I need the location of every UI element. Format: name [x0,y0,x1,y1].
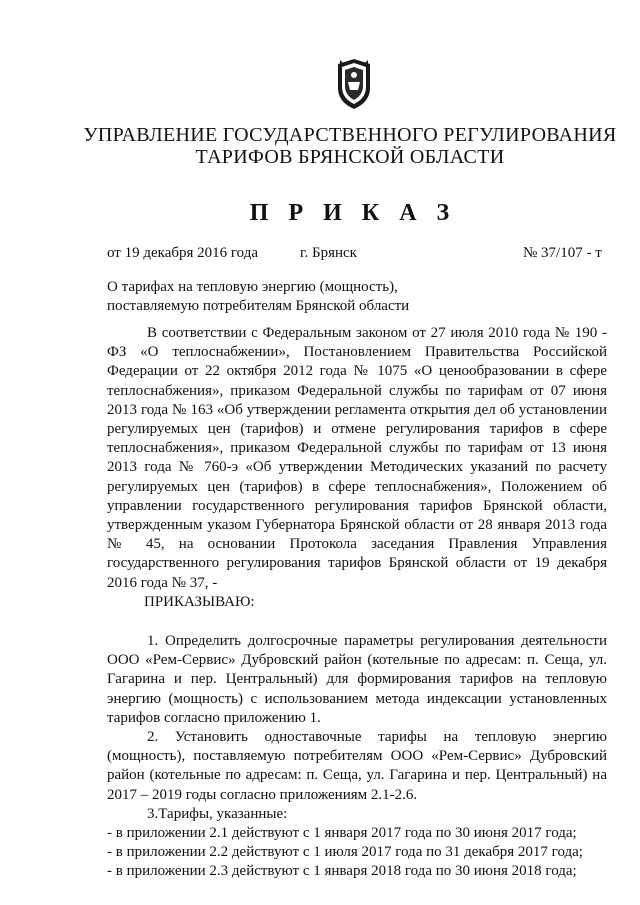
order-subject-line2: поставляемую потребителям Брянской области [107,298,410,314]
order-item-2: 2. Установить одноставочные тарифы на тепловую энергию (мощность), поставляемую потребителям ООО «Рем-Сервис» Дубровский район (котельные по адресам: п. Сеща, ул. Гагарина и пер. Центральный) на 2017 – 2019 годы согласно приложениям 2.1-2.6. [107,729,607,803]
order-item-1: 1. Определить долгосрочные параметры регулирования деятельности ООО «Рем-Сервис» Дубровский район (котельные по адресам: п. Сеща, ул. Гагарина и пер. Центральный) для формирования тарифов на тепловую энергию (мощность) с использованием метода индексации установленных тарифов согласно приложению 1. [107,633,607,726]
order-subject-line1: О тарифах на тепловую энергию (мощность), [107,279,398,295]
order-number: № 37/107 - т [523,245,602,261]
order-city: г. Брянск [300,245,357,261]
document-type-title: П Р И К А З [249,200,457,226]
list-item: - в приложении 2.1 действуют с 1 января 2017 года по 30 июня 2017 года; [107,825,577,842]
order-directive-word: ПРИКАЗЫВАЮ: [144,593,255,610]
order-subject [107,278,409,316]
list-item: - в приложении 2.3 действуют с 1 января 2018 года по 30 июня 2018 года; [107,863,577,880]
tariff-periods-list [107,824,607,882]
organization-title-line2: ТАРИФОВ БРЯНСКОЙ ОБЛАСТИ [195,146,505,168]
preamble-paragraph: В соответствии с Федеральным законом от 27 июля 2010 года № 190 - ФЗ «О теплоснабжении», Постановлением Правительства Российской Федерации от 22 октября 2012 года № 1075 «О ценообразовании в сфере теплоснабжения», приказом Федеральной службы по тарифам от 07 июня 2013 года № 163 «Об утверждении регламента открытия дел об установлении регулируемых цен (тарифов) и отмене регулирования тарифов в сфере теплоснабжения», приказом Федеральной службы по тарифам от 13 июня 2013 года № 760-э «Об утверждении Методических указаний по расчету регулируемых цен (тарифов) в сфере теплоснабжения», Положением об управлении государственного регулирования тарифов Брянской области, утвержденным указом Губернатора Брянской области от 28 января 2013 года № 45, на основании Протокола заседания Правления Управления государственного регулирования тарифов Брянской области от 19 декабря 2016 года № 37, - [107,325,607,591]
order-date: от 19 декабря 2016 года [107,245,259,261]
organization-title [0,124,640,168]
coat-of-arms-emblem [334,58,374,110]
order-item-3: 3.Тарифы, указанные: [147,805,288,822]
organization-title-line1: УПРАВЛЕНИЕ ГОСУДАРСТВЕННОГО РЕГУЛИРОВАНИЯ [83,124,617,146]
order-body [107,324,607,882]
list-item: - в приложении 2.2 действуют с 1 июля 2017 года по 31 декабря 2017 года; [107,844,583,861]
